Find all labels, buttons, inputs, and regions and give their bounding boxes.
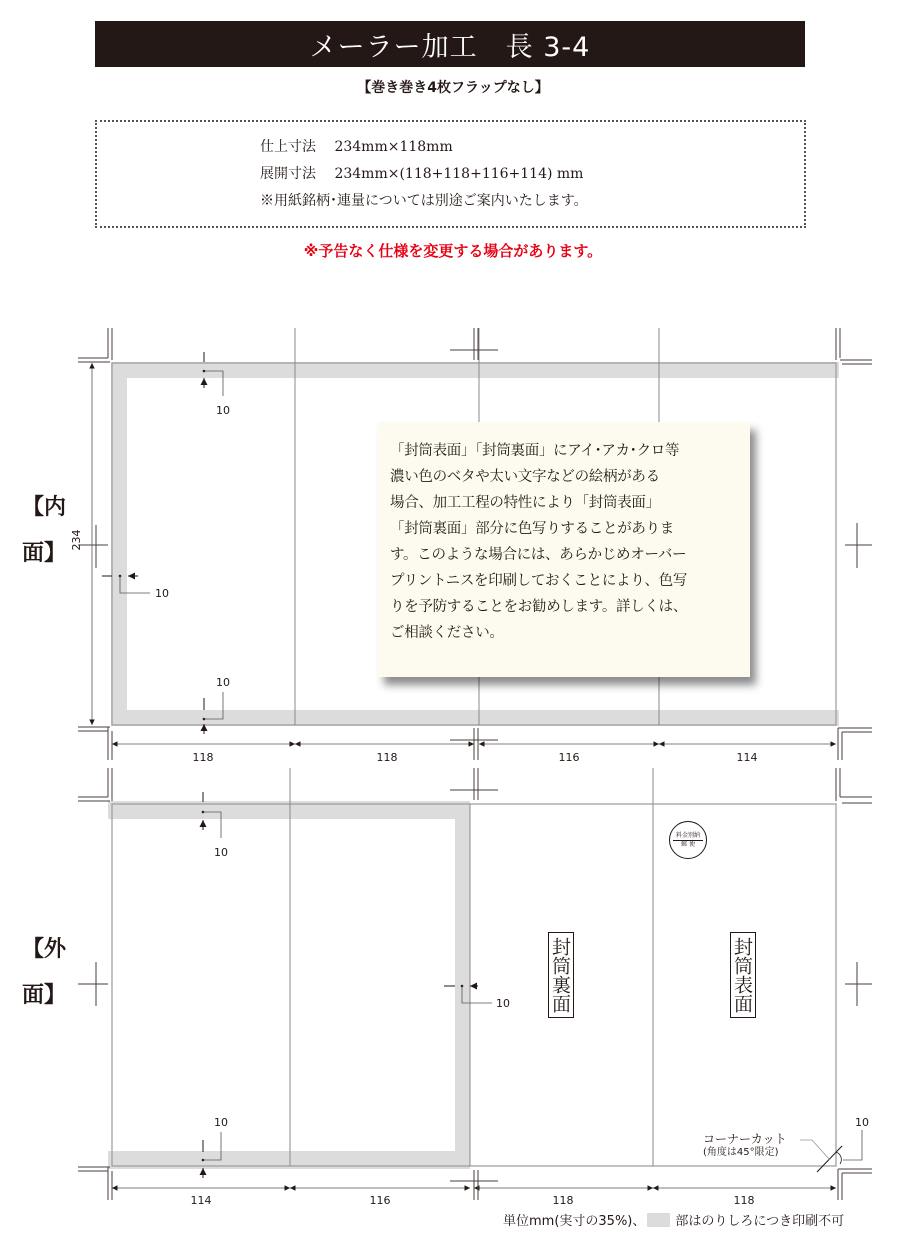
- unit-note: 単位mm(実寸の35%)、: [503, 1214, 646, 1229]
- inner-side-label-top: 【内: [22, 495, 67, 520]
- corner-cut-label: [703, 1132, 787, 1160]
- inner-glue-top-dim: 10: [216, 404, 230, 417]
- inner-glue-left-dim: 10: [155, 587, 169, 600]
- envelope-back-label: 封筒裏面: [548, 932, 574, 1018]
- spec-paper-note: ※用紙銘柄･連量については別途ご案内いたします。: [260, 193, 588, 209]
- inner-side-label-bottom: 面】: [22, 541, 67, 566]
- callout-line: 「封筒裏面」部分に色写りすることがありま: [390, 521, 674, 537]
- page-title: メーラー加工 長 3-4: [95, 21, 805, 67]
- outer-width-dim-4: 118: [733, 1194, 755, 1207]
- color-transfer-callout: [378, 422, 750, 677]
- envelope-front-label: 封筒表面: [730, 932, 756, 1018]
- postage-stamp-icon: [669, 821, 707, 859]
- callout-line: ご相談ください。: [390, 625, 504, 641]
- stamp-line-2: 郵 便: [681, 841, 695, 848]
- outer-side-label: [22, 934, 67, 1012]
- glue-note: 部はのりしろにつき印刷不可: [675, 1214, 845, 1229]
- change-notice: ※予告なく仕様を変更する場合があります。: [303, 242, 603, 260]
- callout-line: りを予防することをお勧めします。詳しくは、: [390, 599, 688, 615]
- inner-glue-bottom-dim: 10: [216, 676, 230, 689]
- outer-glue-top-dim: 10: [214, 846, 228, 859]
- inner-width-dim-4: 114: [736, 751, 758, 764]
- inner-side-label: [22, 492, 67, 570]
- page-subtitle: 【巻き巻き4枚フラップなし】: [357, 80, 549, 96]
- callout-line: 濃い色のベタや太い文字などの絵柄がある: [390, 469, 660, 485]
- callout-line: 「封筒表面」「封筒裏面」にアイ･アカ･クロ等: [390, 443, 680, 459]
- corner-cut-note: (角度は45°限定): [703, 1147, 779, 1158]
- spec-unfolded-label: 展開寸法: [260, 166, 316, 182]
- spec-finished-label: 仕上寸法: [260, 139, 316, 155]
- outer-width-dim-3: 118: [552, 1194, 574, 1207]
- callout-line: 場合、加工工程の特性により「封筒表面」: [390, 495, 660, 511]
- outer-side-label-top: 【外: [22, 937, 67, 962]
- inner-width-dim-3: 116: [558, 751, 580, 764]
- callout-line: す。このような場合には、あらかじめオーバー: [390, 547, 687, 563]
- inner-width-dim-1: 118: [192, 751, 214, 764]
- corner-cut-title: コーナーカット: [703, 1132, 787, 1146]
- corner-cut-dim: 10: [855, 1116, 869, 1129]
- glue-area-swatch: [647, 1213, 670, 1227]
- callout-line: プリントニスを印刷しておくことにより、色写: [390, 573, 688, 589]
- legend-footer: [503, 1210, 844, 1229]
- spec-finished-value: 234mm×118mm: [334, 139, 453, 155]
- outer-width-dim-2: 116: [369, 1194, 391, 1207]
- outer-side-label-bottom: 面】: [22, 983, 67, 1008]
- inner-height-dim: 234: [70, 529, 83, 551]
- outer-width-dim-1: 114: [190, 1194, 212, 1207]
- inner-width-dim-2: 118: [376, 751, 398, 764]
- outer-glue-right-dim: 10: [496, 997, 510, 1010]
- outer-glue-bottom-dim: 10: [214, 1116, 228, 1129]
- stamp-line-1: 料金別納: [675, 832, 700, 839]
- spec-unfolded-value: 234mm×(118+118+116+114) mm: [334, 166, 584, 182]
